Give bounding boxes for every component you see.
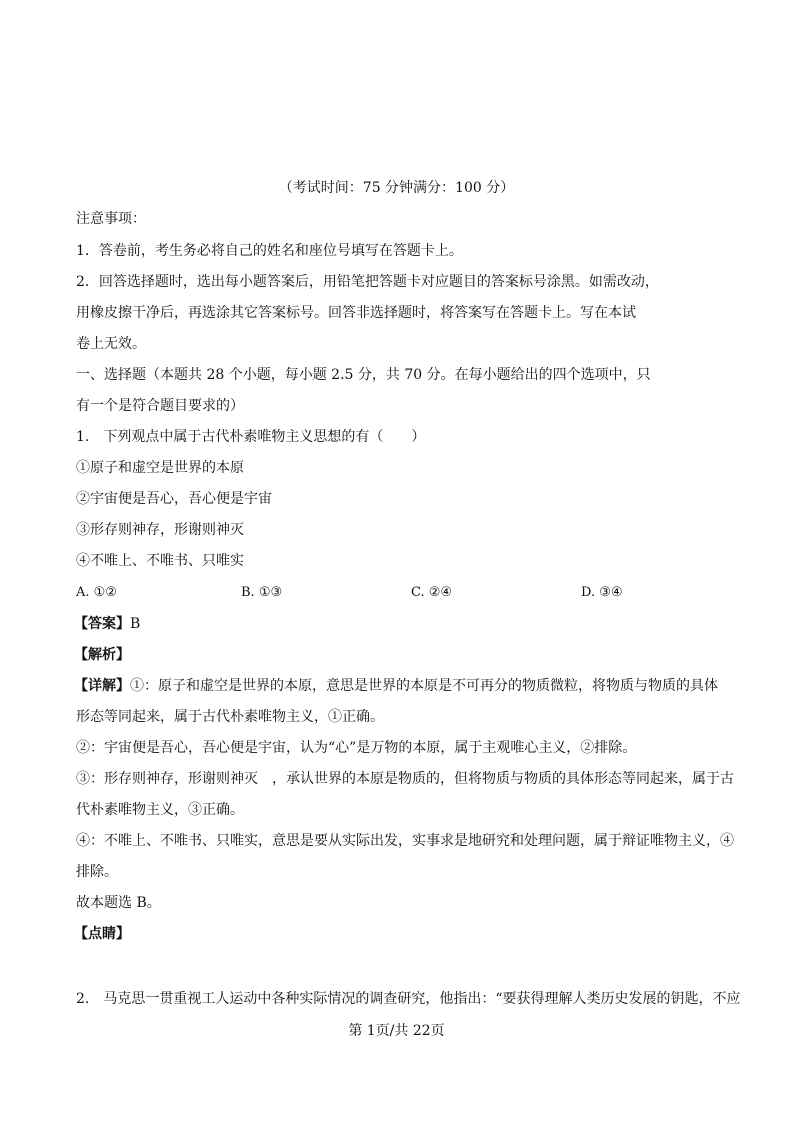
exam-info: （考试时间：75 分钟满分：100 分） bbox=[278, 180, 515, 196]
section-heading-line-1: 一、选择题（本题共 28 个小题，每小题 2.5 分，共 70 分。在每小题给出的四个选项中，只 bbox=[76, 367, 651, 383]
statement-1: ①原子和虚空是世界的本原 bbox=[76, 460, 244, 476]
statement-4: ④不唯上、不唯书、只唯实 bbox=[76, 553, 244, 569]
answer-line bbox=[74, 615, 140, 633]
notes-item-1: 1．答卷前，考生务必将自己的姓名和座位号填写在答题卡上。 bbox=[76, 243, 463, 259]
detail-line-2: 形态等同起来，属于古代朴素唯物主义，①正确。 bbox=[76, 709, 384, 725]
option-a: A. ①② bbox=[76, 585, 117, 600]
notes-title: 注意事项： bbox=[76, 211, 146, 227]
notes-item-2-line-3: 卷上无效。 bbox=[76, 336, 146, 352]
comment-tag-text: 【点睛】 bbox=[74, 926, 130, 942]
analysis-tag-text: 【解析】 bbox=[74, 647, 130, 663]
question-1-stem: 1. 下列观点中属于古代朴素唯物主义思想的有（ ） bbox=[76, 429, 426, 445]
option-d: D. ③④ bbox=[581, 585, 623, 600]
page-footer: 第 1页/共 22页 bbox=[348, 1023, 445, 1039]
answer-value: B bbox=[130, 616, 141, 632]
notes-item-2-line-1: 2．回答选择题时，选出每小题答案后，用铅笔把答题卡对应题目的答案标号涂黑。如需改动， bbox=[76, 274, 659, 290]
detail-line-7: 排除。 bbox=[76, 864, 118, 880]
detail-tag: 【详解】 bbox=[74, 678, 130, 694]
detail-line-5: 代朴素唯物主义，③正确。 bbox=[76, 802, 244, 818]
statement-2: ②宇宙便是吾心，吾心便是宇宙 bbox=[76, 491, 272, 507]
comment-tag bbox=[74, 925, 130, 943]
detail-line-8: 故本题选 B。 bbox=[76, 895, 161, 911]
detail-line-4: ③：形存则神存，形谢则神灭 ，承认世界的本原是物质的，但将物质与物质的具体形态等同起来，属于古 bbox=[76, 771, 734, 787]
detail-line-1 bbox=[74, 677, 718, 695]
option-b: B. ①③ bbox=[241, 585, 283, 600]
analysis-tag bbox=[74, 646, 130, 664]
option-c: C. ②④ bbox=[411, 585, 453, 600]
detail-text-1: ①：原子和虚空是世界的本原，意思是世界的本原是不可再分的物质微粒，将物质与物质的具体 bbox=[130, 678, 718, 694]
detail-line-6: ④：不唯上、不唯书、只唯实，意思是要从实际出发，实事求是地研究和处理问题，属于辩证唯物主义，④ bbox=[76, 833, 734, 849]
detail-line-3: ②：宇宙便是吾心，吾心便是宇宙，认为“心”是万物的本原，属于主观唯心主义，②排除。 bbox=[76, 740, 637, 756]
statement-3: ③形存则神存，形谢则神灭 bbox=[76, 522, 244, 538]
question-2-stem: 2. 马克思一贯重视工人运动中各种实际情况的调查研究，他指出：“要获得理解人类历史发展的钥匙，不应 bbox=[76, 991, 741, 1007]
notes-item-2-line-2: 用橡皮擦干净后，再选涂其它答案标号。回答非选择题时，将答案写在答题卡上。写在本试 bbox=[76, 305, 636, 321]
section-heading-line-2: 有一个是符合题目要求的） bbox=[76, 398, 244, 414]
answer-tag: 【答案】 bbox=[74, 616, 130, 632]
